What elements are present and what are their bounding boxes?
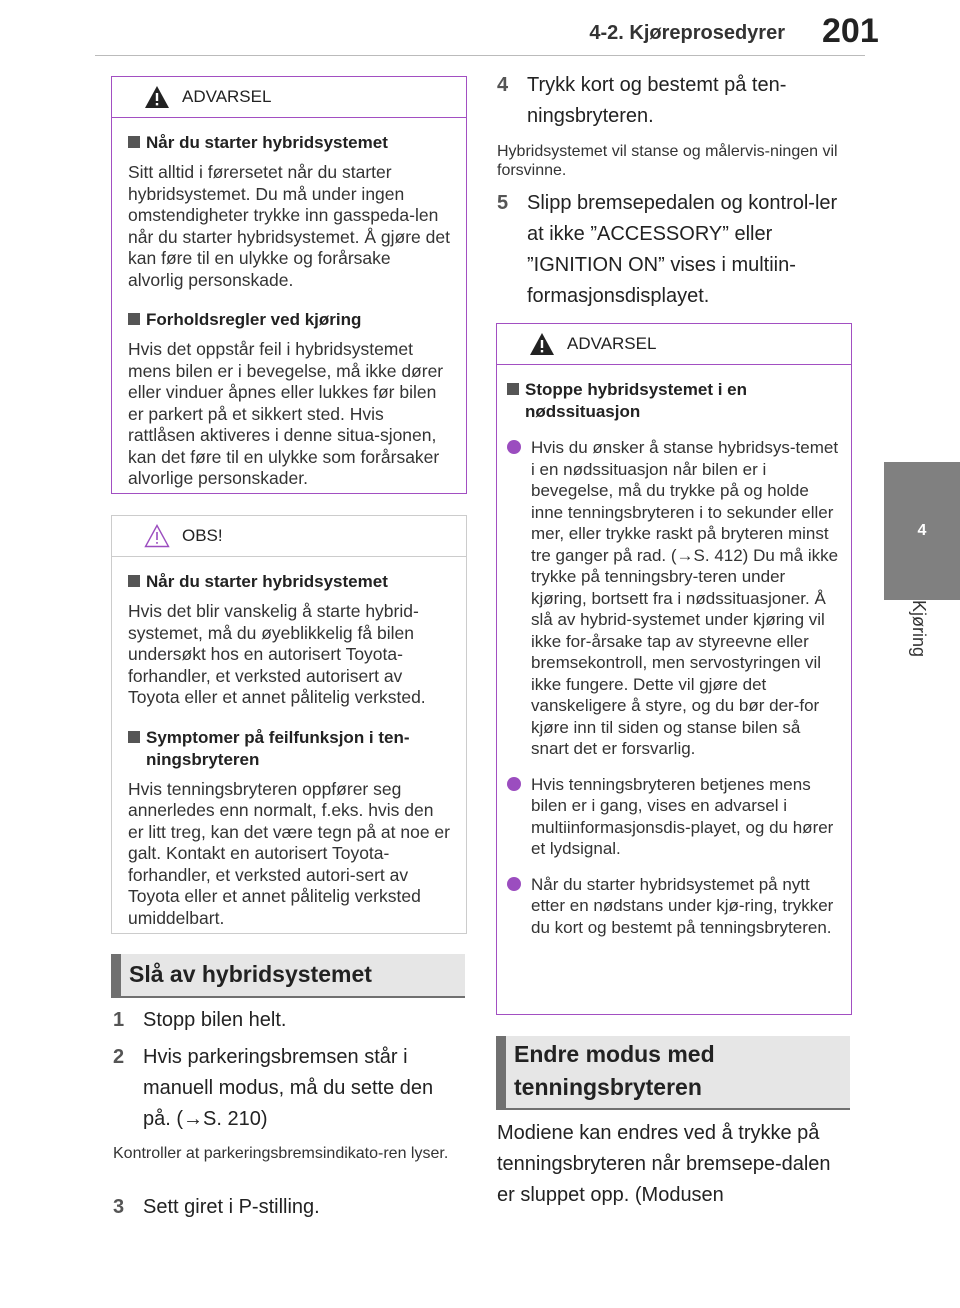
warning-header xyxy=(112,77,466,118)
chapter-number: 4 xyxy=(917,522,927,539)
step-item xyxy=(113,1005,463,1036)
warning-subheading: Forholdsregler ved kjøring xyxy=(128,309,450,331)
chapter-title: Kjøring xyxy=(909,600,929,658)
step-number: 5 xyxy=(497,192,509,214)
body-paragraph: Modiene kan endres ved å trykke på tenningsbryteren når bremsepe-dalen er sluppet opp. (Modusen xyxy=(497,1122,831,1206)
section-title-line2: tenningsbryteren xyxy=(514,1074,702,1100)
section-heading-modes xyxy=(496,1036,850,1110)
warning-text: Sitt alltid i førersetet når du starter hybridsystemet. Du må under ingen omstendigheter trykke inn gasspeda-len når du starter hybridsystemet. Å gjøre det kan føre til en ulykke og forårsake alvorlig personskade. xyxy=(128,162,450,290)
notice-text: Hvis det blir vanskelig å starte hybrid-systemet, må du øyeblikkelig få bilen undersøkt hos en autorisert Toyota-forhandler, et verksted autorisert av Toyota eller et annet pålitelig verksted. xyxy=(128,601,426,707)
section-title-line1: Endre modus med xyxy=(514,1041,715,1067)
warning-text: Hvis det oppstår feil i hybridsystemet mens bilen er i bevegelse, må ikke dører eller vinduer åpnes eller lukkes før bilen er parkert på et sikkert sted. Hvis rattlåsen aktiveres i denne situa-sjonen, kan det føre til en ulykke som forårsaker alvorlige personskader. xyxy=(128,339,444,488)
step-note: Kontroller at parkeringsbremsindikato-ren lyser. xyxy=(113,1145,449,1162)
step-note: Hybridsystemet vil stanse og målervis-ningen vil forsvinne. xyxy=(497,143,838,179)
chapter-tab[interactable] xyxy=(884,462,960,600)
notice-text: Hvis tenningsbryteren oppfører seg annerledes enn normalt, f.eks. hvis den er litt treg, kan det være tegn på at noe er galt. Kontakt en autorisert Toyota-forhandler, et verksted autori-sert av Toyota eller et annet pålitelig verksted umiddelbart. xyxy=(128,778,450,928)
step-number: 3 xyxy=(113,1196,125,1218)
step-text: Trykk kort og bestemt på ten-ningsbryteren. xyxy=(527,74,787,127)
step-item xyxy=(113,1192,463,1223)
running-header: 4-2. Kjøreprosedyrer xyxy=(589,22,785,44)
notice-subheading: Når du starter hybridsystemet xyxy=(128,571,450,593)
step-item xyxy=(497,70,837,132)
notice-title: OBS! xyxy=(182,526,223,545)
step-number: 1 xyxy=(113,1009,125,1031)
warning-bullet: Hvis tenningsbryteren betjenes mens bilen er i gang, vises en advarsel i multiinformasjonsdis-playet, og du hører et lydsignal. xyxy=(507,774,839,860)
step-item xyxy=(497,188,852,312)
warning-triangle-icon xyxy=(144,85,170,109)
section-heading-shutdown xyxy=(111,954,465,998)
caution-triangle-icon xyxy=(144,524,170,548)
step-text: Sett giret i P-stilling. xyxy=(143,1196,320,1218)
warning-triangle-icon xyxy=(529,332,555,356)
warning-title: ADVARSEL xyxy=(567,334,657,353)
chapter-label xyxy=(884,600,960,720)
step-text: Stopp bilen helt. xyxy=(143,1009,287,1031)
step-number: 2 xyxy=(113,1046,125,1068)
warning-bullet: Hvis du ønsker å stanse hybridsys-temet i en nødssituasjon når bilen er i bevegelse, må du trykke på og holde inne tenningsbryteren i to sekunder eller mer, eller trykke raskt på bryteren minst tre ganger på rad. (→S. 412) Du må ikke trykke på tenningsbry-teren under kjøring, bortsett fra i nødssituasjoner. Å slå av hybrid-systemet under kjøring vil ikke for-årsake tap av styreevne eller bremsekontroll, men servostyringen vil ikke fungere. Dette vil gjøre det vanskeligere å styre, og du bør der-for kjøre inn til siden og stanse bilen så snart det er forsvarlig. xyxy=(507,437,839,760)
step-text: Slipp bremsepedalen og kontrol-ler at ikke ”ACCESSORY” eller ”IGNITION ON” vises i multiin-formasjonsdisplayet. xyxy=(527,192,838,307)
section-title: Slå av hybridsystemet xyxy=(129,961,372,987)
warning-box-start xyxy=(111,76,467,494)
warning-box-emergency xyxy=(496,323,852,1015)
notice-header xyxy=(112,516,466,557)
warning-title: ADVARSEL xyxy=(182,87,272,106)
step-number: 4 xyxy=(497,74,509,96)
page-number: 201 xyxy=(822,12,879,50)
notice-box xyxy=(111,515,467,934)
warning-subheading: Når du starter hybridsystemet xyxy=(128,132,450,154)
warning-header xyxy=(497,324,851,365)
notice-subheading: Symptomer på feilfunksjon i ten-ningsbryteren xyxy=(128,727,450,771)
warning-bullet: Når du starter hybridsystemet på nytt etter en nødstans under kjø-ring, trykker du kort og bestemt på tenningsbryteren. xyxy=(507,874,839,939)
header-divider xyxy=(95,55,865,56)
warning-subheading: Stoppe hybridsystemet i en nødssituasjon xyxy=(507,379,839,423)
step-text: Hvis parkeringsbremsen står i manuell modus, må du sette den på. (→S. 210) xyxy=(143,1046,434,1130)
step-item xyxy=(113,1042,453,1135)
